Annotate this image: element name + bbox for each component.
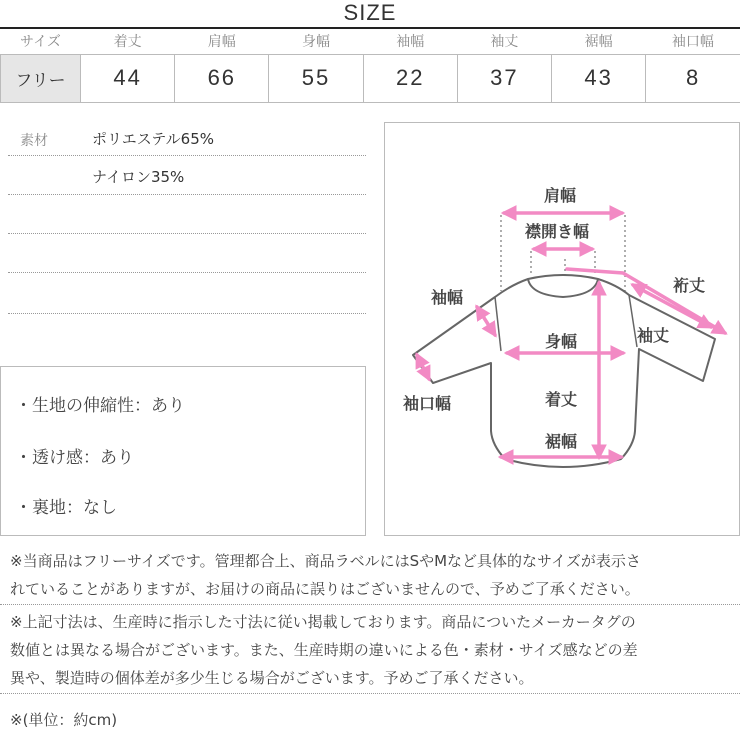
note-line: ※上記寸法は、生産時に指示した寸法に従い掲載しております。商品についたメーカータグの <box>10 613 636 631</box>
diagram-label-shoulder: 肩幅 <box>544 186 577 205</box>
diagram-label-sleeve-length: 袖丈 <box>637 326 670 345</box>
diagram-label-hem: 裾幅 <box>545 432 578 451</box>
header-shoulder: 肩幅 <box>207 34 236 51</box>
note-measurements <box>10 608 638 692</box>
header-sleeve-length: 袖丈 <box>490 34 519 51</box>
diagram-label-sleeve-width: 袖幅 <box>431 288 464 307</box>
sheer-property: ・透け感：あり <box>15 448 134 468</box>
material-label: 素材 <box>20 133 48 149</box>
material-divider <box>8 272 366 273</box>
measurement-diagram <box>384 122 740 536</box>
table-row <box>1 54 740 102</box>
note-divider <box>0 693 740 694</box>
material-line-1: ポリエステル65% <box>92 130 214 148</box>
size-table <box>0 29 740 103</box>
diagram-label-length: 着丈 <box>545 390 578 409</box>
note-line: れていることがありますが、お届けの商品に誤りはございませんので、予めご了承ください。 <box>10 580 640 598</box>
diagram-label-neck: 襟開き幅 <box>525 222 590 241</box>
header-sleeve-width: 袖幅 <box>396 34 425 51</box>
header-body-width: 身幅 <box>302 34 330 51</box>
header-length: 着丈 <box>113 34 142 51</box>
note-line: 異や、製造時の個体差が多少生じる場合がございます。予めご了承ください。 <box>10 669 534 687</box>
material-divider <box>8 155 366 156</box>
note-unit <box>10 706 117 734</box>
note-line: ※当商品はフリーサイズです。管理都合上、商品ラベルにはSやMなど具体的なサイズが表示さ <box>10 552 641 570</box>
header-size: サイズ <box>20 34 61 51</box>
header-hem-width: 裾幅 <box>584 34 613 51</box>
note-free-size <box>10 547 641 603</box>
diagram-label-cuff: 袖口幅 <box>403 394 452 413</box>
size-cell: フリー <box>1 54 81 102</box>
material-line-2: ナイロン35% <box>92 168 185 186</box>
value-cell: 43 <box>552 54 646 102</box>
table-header-row <box>1 29 740 54</box>
size-title: SIZE <box>343 0 397 25</box>
material-divider <box>8 233 366 234</box>
value-cell: 55 <box>269 54 363 102</box>
lining-property: ・裏地：なし <box>15 498 117 518</box>
value-cell: 22 <box>363 54 457 102</box>
diagram-label-yuki: 裄丈 <box>673 276 706 295</box>
stretch-property: ・生地の伸縮性：あり <box>15 396 185 416</box>
fabric-properties-box <box>0 366 366 536</box>
header-cuff-width: 袖口幅 <box>671 34 714 51</box>
value-cell: 44 <box>81 54 175 102</box>
note-line: ※(単位：約cm) <box>10 711 118 729</box>
note-divider <box>0 604 740 605</box>
material-divider <box>8 194 366 195</box>
diagram-label-body-width: 身幅 <box>545 332 578 351</box>
value-cell: 37 <box>457 54 551 102</box>
value-cell: 8 <box>646 54 740 102</box>
value-cell: 66 <box>175 54 269 102</box>
note-line: 数値とは異なる場合がございます。また、生産時期の違いによる色・素材・サイズ感などの差 <box>10 641 638 659</box>
material-divider <box>8 313 366 314</box>
